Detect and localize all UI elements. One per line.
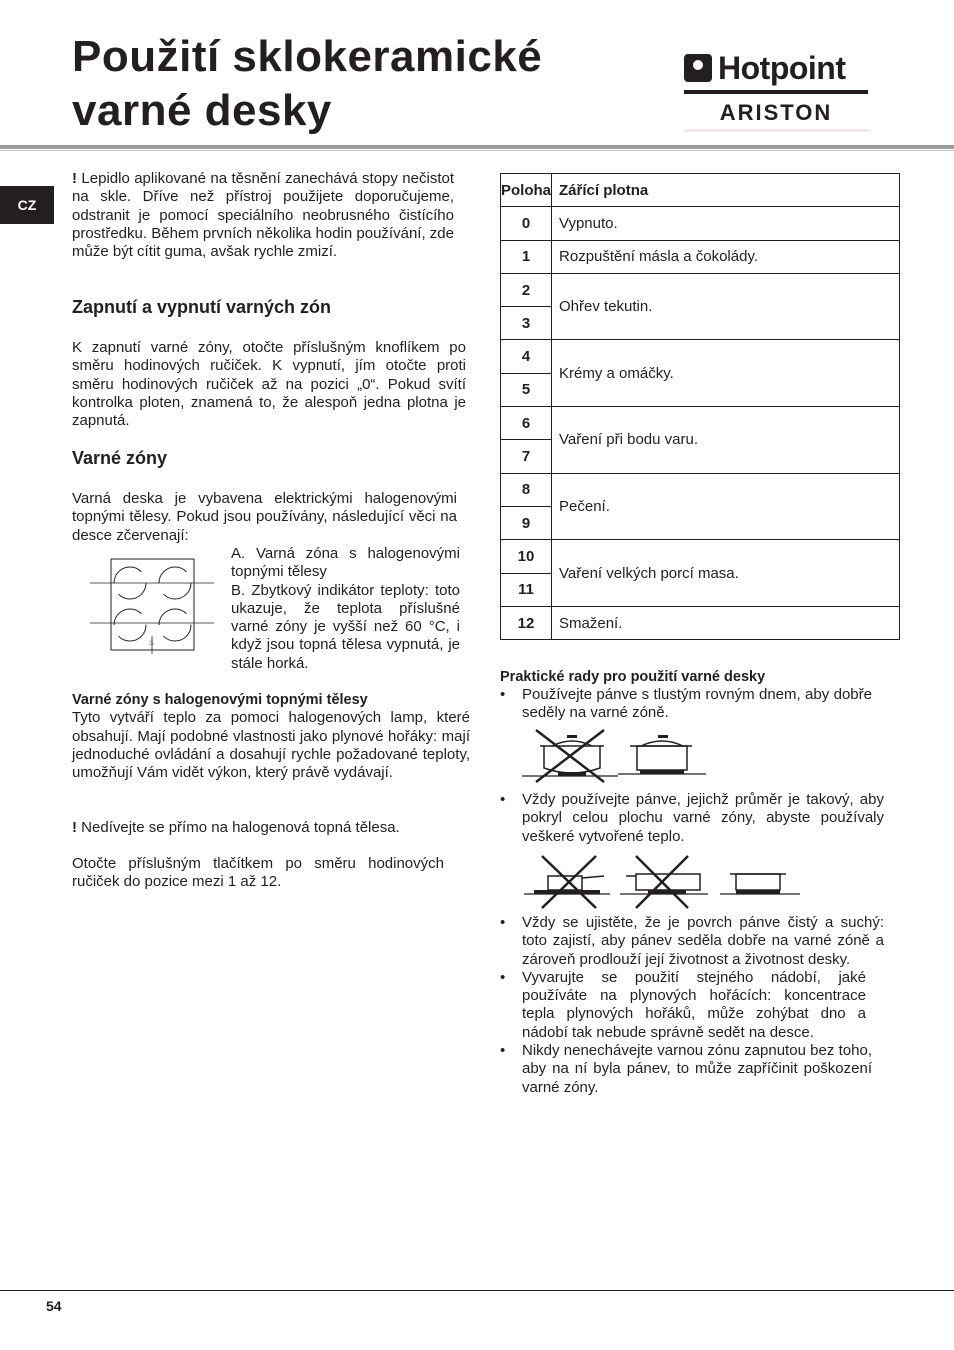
hob-zone-bottom-right	[159, 609, 191, 641]
tips-heading: Praktické rady pro použití varné desky	[500, 669, 766, 685]
section-onoff-heading: Zapnutí a vypnutí varných zón	[72, 297, 332, 317]
zone-a-text: A. Varná zóna s halogenovými topnými tělesy	[231, 545, 460, 581]
table-row: 9	[501, 506, 900, 539]
table-row: 10 Vaření velkých porcí masa.	[501, 540, 900, 573]
pot-uneven-bottom-crossed	[522, 730, 618, 782]
tip-item-5: • Nikdy nenechávejte varnou zónu zapnutou bez toho, aby na ní byla pánev, to může zapříčinit poškození varné zóny.	[500, 1042, 872, 1096]
language-tab: CZ	[0, 186, 54, 224]
tip-item-3: • Vždy se ujistěte, že je povrch pánve čistý a suchý: toto zajistí, aby pánev seděla dobře na varné zóně a zároveň prodlouží její životnost a životnost desky.	[500, 914, 884, 968]
tip-items-rest	[500, 914, 884, 1097]
footer-rule	[0, 1290, 954, 1291]
brand-logo	[684, 50, 870, 134]
section-onoff-text: K zapnutí varné zóny, otočte příslušným knoflíkem po směru hodinových ručiček. K vypnutí, jím otočte proti směru hodinových ručiček až na pozici „0“. Pokud svítí kontrolka ploten, znamená to, že alespoň jedna plotna je zapnutá.	[72, 339, 466, 430]
warning-halogen: ! Nedívejte se přímo na halogenová topná tělesa.	[72, 819, 400, 836]
header-rule	[0, 145, 954, 149]
section-zones-text: Varná deska je vybavena elektrickými halogenovými topnými tělesy. Pokud jsou používány, následující věci na desce zčervenají:	[72, 490, 457, 544]
hob-zone-bottom-left	[114, 609, 146, 641]
hob-outline	[111, 559, 194, 650]
page-title	[72, 30, 542, 138]
page-number: 54	[46, 1298, 62, 1314]
table-row: 0 Vypnuto.	[501, 207, 900, 240]
title-line-2: varné desky	[72, 86, 332, 135]
power-level-table	[500, 173, 900, 640]
table-row: 4 Krémy a omáčky.	[501, 340, 900, 373]
table-row: 6 Vaření při bodu varu.	[501, 407, 900, 440]
zone-legend	[231, 545, 460, 673]
title-line-1: Použití sklokeramické	[72, 32, 543, 81]
table-row: 12 Smažení.	[501, 606, 900, 639]
pot-flat-bottom	[618, 735, 706, 774]
table-header-position: Poloha	[501, 174, 552, 207]
logo-underline	[684, 129, 870, 132]
turn-instruction: Otočte příslušným tlačítkem po směru hodinových ručiček do pozice mezi 1 až 12.	[72, 855, 444, 891]
pan-illustration-diameter	[524, 854, 804, 910]
pan-too-small-crossed	[524, 856, 610, 908]
section-halogen: Varné zóny s halogenovými topnými tělesy Tyto vytváří teplo za pomoci halogenových lamp, které obsahují. Mají podobné vlastnosti jako plynové hořáky: mají jednoduché ovládání a dosahují rychle požadované teploty, umožňují Vám vidět výkon, který právě vydávají.	[72, 692, 470, 782]
table-row: 1 Rozpuštění másla a čokolády.	[501, 240, 900, 273]
hob-zones-diagram	[90, 558, 220, 658]
table-row: 3	[501, 307, 900, 340]
table-row: 11	[501, 573, 900, 606]
tip-item-2: • Vždy používejte pánve, jejichž průměr je takový, aby pokryl celou plochu varné zóny, abyste používaly veškeré vytvořené teplo.	[500, 791, 884, 845]
table-row: 5	[501, 373, 900, 406]
warning-mark: !	[72, 170, 77, 187]
pan-too-large-crossed	[620, 856, 708, 908]
table-row: 8 Pečení.	[501, 473, 900, 506]
logo-divider	[684, 90, 868, 94]
heat-indicator-icon: ♨	[148, 638, 156, 647]
pan-correct-size	[720, 874, 800, 894]
hotpoint-logo-icon	[684, 54, 712, 82]
tip-item-4: • Vyvarujte se použití stejného nádobí, jaké používáte na plynových hořácích: koncentrace tepla plynových hořáků, může zohýbat dno a nádobí tak nebude správně sedět na desce.	[500, 968, 866, 1041]
halogen-text: Tyto vytváří teplo za pomoci halogenových lamp, které obsahují. Mají podobné vlastnosti jako plynové hořáky: mají jednoduché ovládání a dosahují rychle požadované teploty, umožňují Vám vidět výkon, který právě vydávají.	[72, 709, 470, 782]
section-zones-heading: Varné zóny	[72, 448, 168, 468]
warning-text: Lepidlo aplikované na těsnění zanechává stopy nečistot na skle. Dříve než přístroj použijete doporučujeme, odstranit je pomocí speciálního neobrusného čistícího prostředku. Během prvních několika hodin používání, zde může být cítit guma, avšak rychle zmizí.	[72, 170, 454, 261]
ariston-wordmark: ARISTON	[719, 100, 833, 125]
hotpoint-wordmark: Hotpoint	[684, 50, 846, 86]
warning-adhesive	[72, 170, 454, 261]
table-header-description: Zářící plotna	[552, 174, 900, 207]
pan-illustration-uneven-vs-flat	[522, 728, 712, 784]
header-rule-thin	[0, 150, 954, 151]
table-header-row	[501, 174, 900, 207]
tip-item-1: • Používejte pánve s tlustým rovným dnem, aby dobře seděly na varné zóně.	[500, 686, 872, 722]
table-row: 7	[501, 440, 900, 473]
table-row: 2 Ohřev tekutin.	[501, 273, 900, 306]
zone-b-text: B. Zbytkový indikátor teploty: toto ukazuje, že teplota příslušné varné zóny je vyšší než 60 °C, i když jsou topná tělesa vypnutá, je stále horká.	[231, 581, 460, 672]
